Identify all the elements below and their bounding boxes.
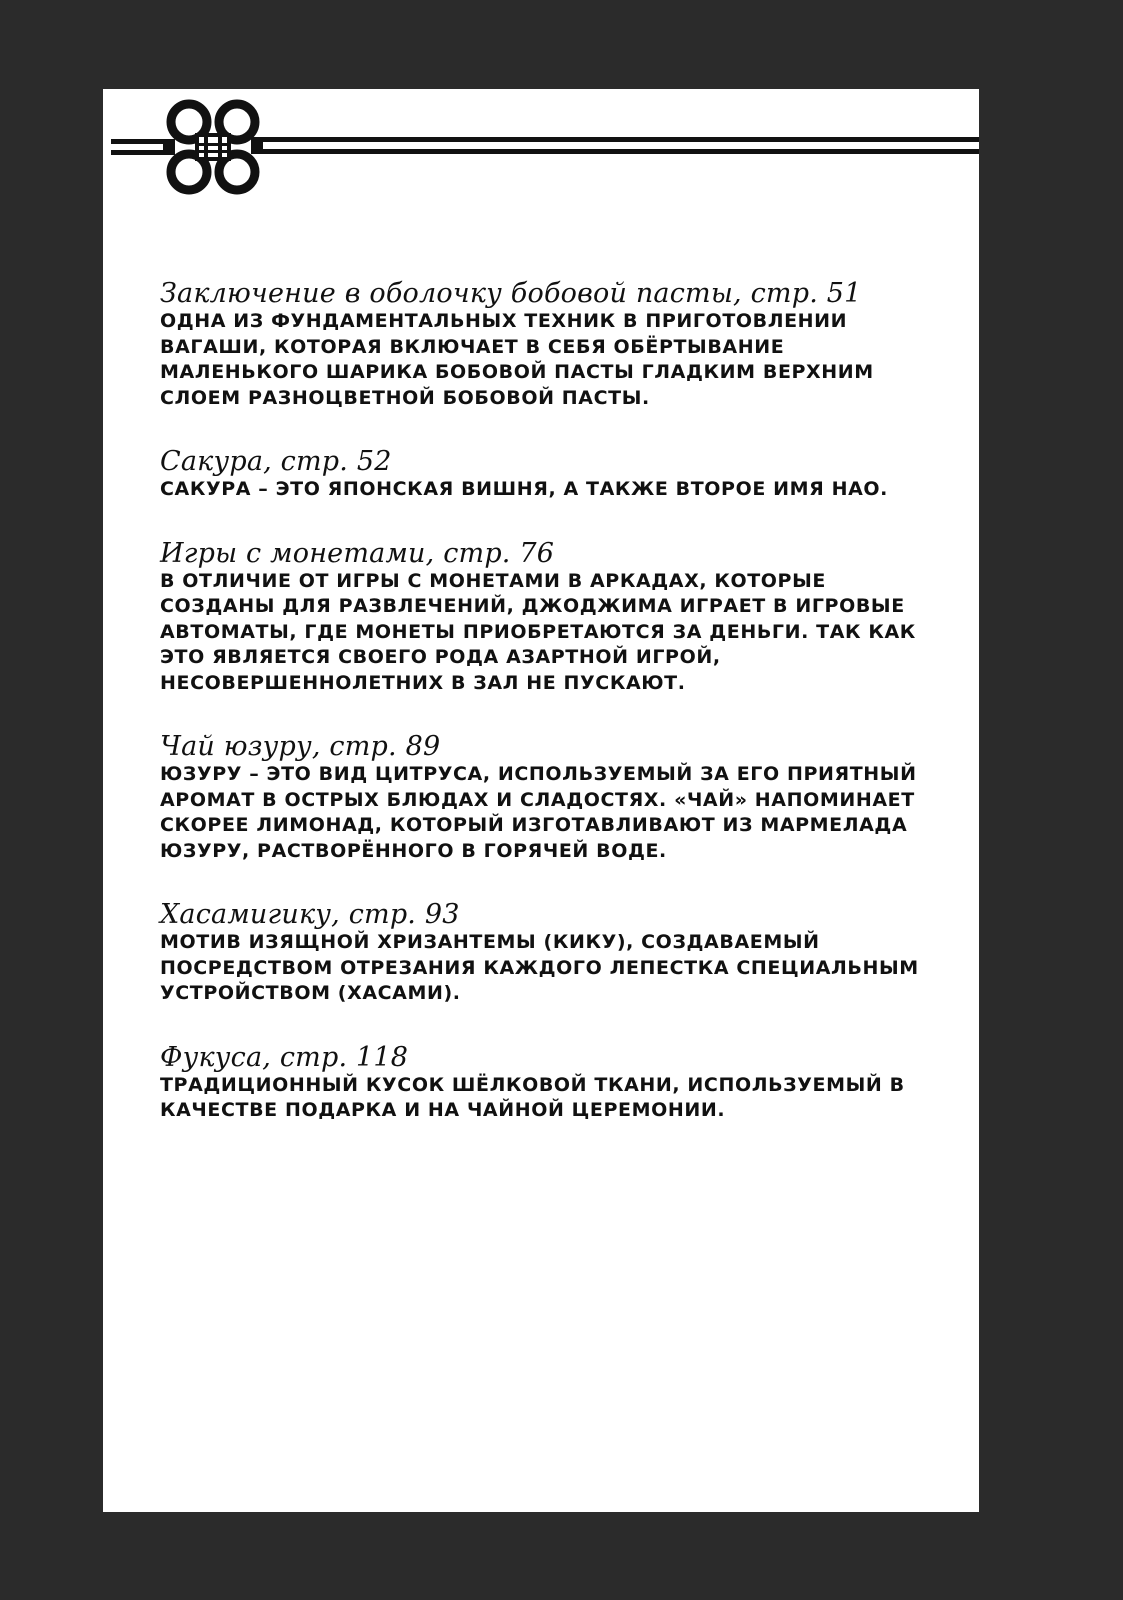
entry-text: В ОТЛИЧИЕ ОТ ИГРЫ С МОНЕТАМИ В АРКАДАХ, КОТОРЫЕ СОЗДАНЫ ДЛЯ РАЗВЛЕЧЕНИЙ, ДЖОДЖИМА ИГРАЕТ В ИГРОВЫЕ АВТОМАТЫ, ГДЕ МОНЕТЫ ПРИОБРЕТАЮТСЯ ЗА ДЕНЬГИ. ТАК КАК ЭТО ЯВЛЯЕТСЯ СВОЕГО РОДА АЗАРТНОЙ ИГРОЙ, НЕСОВЕРШЕННОЛЕТНИХ В ЗАЛ НЕ ПУСКАЮТ. [160,569,916,694]
glossary-entry [160,732,920,864]
glossary-entry [160,1043,920,1124]
entry-title: Чай юзуру, стр. 89 [160,731,441,762]
entry-title: Хасамигику, стр. 93 [160,899,460,930]
entry-text: МОТИВ ИЗЯЩНОЙ ХРИЗАНТЕМЫ (КИКУ), СОЗДАВАЕМЫЙ ПОСРЕДСТВОМ ОТРЕЗАНИЯ КАЖДОГО ЛЕПЕСТКА СПЕЦИАЛЬНЫМ УСТРОЙСТВОМ (ХАСАМИ). [160,931,919,1004]
glossary-page [103,89,979,1512]
entry-text: ТРАДИЦИОННЫЙ КУСОК ШЁЛКОВОЙ ТКАНИ, ИСПОЛЬЗУЕМЫЙ В КАЧЕСТВЕ ПОДАРКА И НА ЧАЙНОЙ ЦЕРЕМОНИИ. [160,1073,905,1121]
entry-text: ОДНА ИЗ ФУНДАМЕНТАЛЬНЫХ ТЕХНИК В ПРИГОТОВЛЕНИИ ВАГАШИ, КОТОРАЯ ВКЛЮЧАЕТ В СЕБЯ ОБЁРТЫВАНИЕ МАЛЕНЬКОГО ШАРИКА БОБОВОЙ ПАСТЫ ГЛАДКИМ ВЕРХНИМ СЛОЕМ РАЗНОЦВЕТНОЙ БОБОВОЙ ПАСТЫ. [160,310,874,409]
entry-title: Заключение в оболочку бобовой пасты, стр. 51 [160,278,862,309]
glossary-entry [160,539,920,697]
entry-text: ЮЗУРУ – ЭТО ВИД ЦИТРУСА, ИСПОЛЬЗУЕМЫЙ ЗА ЕГО ПРИЯТНЫЙ АРОМАТ В ОСТРЫХ БЛЮДАХ И СЛАДОСТЯХ. «ЧАЙ» НАПОМИНАЕТ СКОРЕЕ ЛИМОНАД, КОТОРЫЙ ИЗГОТАВЛИВАЮТ ИЗ МАРМЕЛАДА ЮЗУРУ, РАСТВОРЁННОГО В ГОРЯЧЕЙ ВОДЕ. [160,763,917,862]
glossary-entry [160,279,920,411]
glossary-entry [160,447,920,503]
entry-text: САКУРА – ЭТО ЯПОНСКАЯ ВИШНЯ, А ТАКЖЕ ВТОРОЕ ИМЯ НАО. [160,478,888,500]
entry-title: Сакура, стр. 52 [160,446,392,477]
entry-title: Фукуса, стр. 118 [160,1041,409,1073]
glossary-list [160,279,920,1160]
double-knot-ornament-icon [111,97,979,207]
entry-title: Игры с монетами, стр. 76 [160,537,555,569]
glossary-entry [160,900,920,1007]
